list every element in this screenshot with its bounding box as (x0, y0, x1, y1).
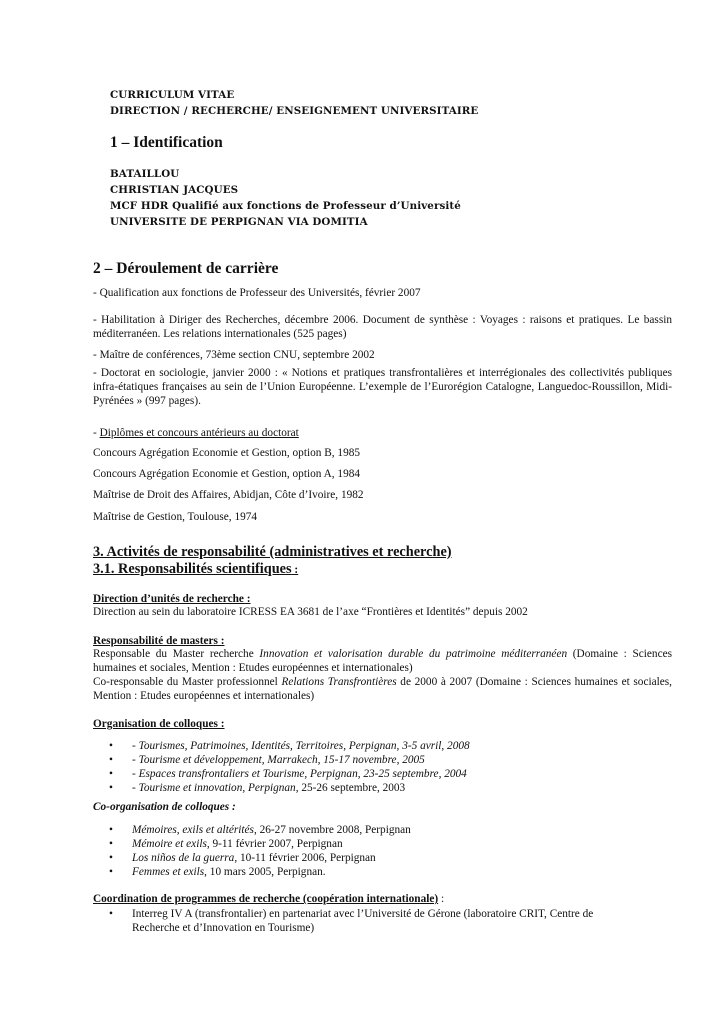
career-item: - Qualification aux fonctions de Professeur des Universités, février 2007 (93, 287, 421, 299)
section3-subtitle: 3.1. Responsabilités scientifiques : (93, 561, 299, 577)
bullet-icon: • (109, 754, 113, 766)
coordination-item: Interreg IV A (transfrontalier) en partenariat avec l’Université de Gérone (laboratoire CRIT, Centre de Recherche et d’Innovation en Tourisme) (132, 908, 594, 934)
colloques-heading: Organisation de colloques : (93, 718, 225, 730)
bullet-icon: • (109, 838, 113, 850)
career-item: - Maître de conférences, 73ème section CNU, septembre 2002 (93, 349, 375, 361)
bullet-icon: • (109, 740, 113, 752)
career-item: - Habilitation à Diriger des Recherches, décembre 2006. Document de synthèse : Voyages : raisons et pratiques. Le bassin méditerranéen. Les relations internationales (525 pages) (93, 314, 672, 340)
coorg-item: Los niños de la guerra, 10-11 février 2006, Perpignan (132, 852, 376, 864)
diplomas-heading: - Diplômes et concours antérieurs au doctorat (93, 427, 299, 439)
career-item: - Doctorat en sociologie, janvier 2000 : « Notions et pratiques transfrontalières et interrégionales des collectivités publiques infra-étatiques françaises au sein de l’Union Européenne. L’exemple de l’Eurorégion Catalogne, Languedoc-Roussillon, Midi-Pyrénées » (997 pages). (93, 367, 672, 407)
bullet-icon: • (109, 908, 113, 920)
bullet-icon: • (109, 782, 113, 794)
name-surname: BATAILLOU (110, 168, 180, 180)
section1-title: 1 – Identification (110, 134, 223, 151)
bullet-icon: • (109, 852, 113, 864)
direction-heading: Direction d’unités de recherche : (93, 593, 251, 605)
coordination-heading: Coordination de programmes de recherche (coopération internationale) : (93, 893, 445, 905)
section3-title: 3. Activités de responsabilité (administratives et recherche) (93, 544, 452, 560)
coorg-item: Mémoires, exils et altérités, 26-27 novembre 2008, Perpignan (132, 824, 411, 836)
colloque-item: - Espaces transfrontaliers et Tourisme, Perpignan, 23-25 septembre, 2004 (132, 768, 467, 780)
name-firstnames: CHRISTIAN JACQUES (110, 184, 239, 196)
colloque-item: - Tourisme et innovation, Perpignan, 25-26 septembre, 2003 (132, 782, 406, 794)
colloque-item: - Tourisme et développement, Marrakech, 15-17 novembre, 2005 (132, 754, 425, 766)
bullet-icon: • (109, 768, 113, 780)
university: UNIVERSITE DE PERPIGNAN VIA DOMITIA (110, 216, 368, 228)
colloque-item: - Tourismes, Patrimoines, Identités, Territoires, Perpignan, 3-5 avril, 2008 (132, 740, 470, 752)
diploma-item: Maîtrise de Droit des Affaires, Abidjan, Côte d’Ivoire, 1982 (93, 489, 364, 501)
qualification: MCF HDR Qualifié aux fonctions de Professeur d’Université (110, 200, 461, 212)
masters-heading: Responsabilité de masters : (93, 635, 225, 647)
diploma-item: Concours Agrégation Economie et Gestion, option A, 1984 (93, 468, 361, 480)
header-subtitle: DIRECTION / RECHERCHE/ ENSEIGNEMENT UNIVERSITAIRE (110, 105, 479, 117)
bullet-icon: • (109, 824, 113, 836)
coorg-item: Mémoire et exils, 9-11 février 2007, Perpignan (132, 838, 343, 850)
coorg-heading: Co-organisation de colloques : (93, 801, 236, 813)
coorg-item: Femmes et exils, 10 mars 2005, Perpignan. (132, 866, 326, 878)
section2-title: 2 – Déroulement de carrière (93, 260, 279, 277)
header-title: CURRICULUM VITAE (110, 89, 235, 101)
diploma-item: Maîtrise de Gestion, Toulouse, 1974 (93, 511, 258, 523)
direction-text: Direction au sein du laboratoire ICRESS EA 3681 de l’axe “Frontières et Identités” depuis 2002 (93, 606, 528, 618)
masters-item: Co-responsable du Master professionnel Relations Transfrontières de 2000 à 2007 (Domaine : Sciences humaines et sociales, Mention : Etudes européennes et internationales) (93, 676, 672, 702)
masters-item: Responsable du Master recherche Innovation et valorisation durable du patrimoine méditerranéen (Domaine : Sciences humaines et sociales, Mention : Etudes européennes et internationales) (93, 648, 672, 674)
bullet-icon: • (109, 866, 113, 878)
diploma-item: Concours Agrégation Economie et Gestion, option B, 1985 (93, 447, 361, 459)
